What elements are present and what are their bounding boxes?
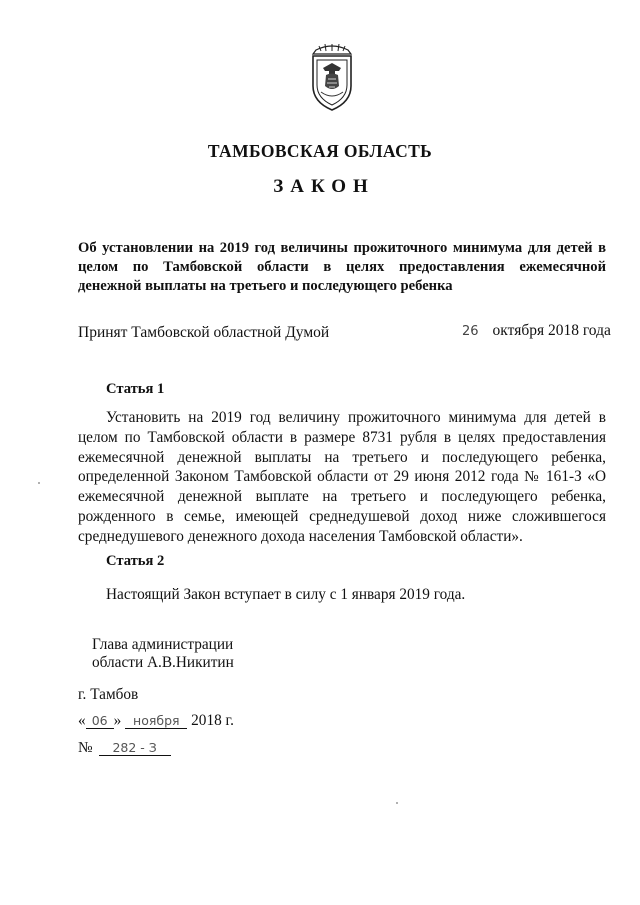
region-heading: ТАМБОВСКАЯ ОБЛАСТЬ (207, 141, 433, 161)
article-1-line: среднедушевого денежного дохода населения Тамбовской области». (78, 527, 523, 545)
article-1-line: рожденного в семье, имеющей среднедушевой доход ниже сложившегося (78, 507, 606, 525)
article-1-body (78, 408, 606, 547)
signatory-position: Глава администрации (92, 636, 234, 653)
adoption-statement: Принят Тамбовской областной Думой (78, 324, 330, 341)
article-1-line: Установить на 2019 год величину прожиточного минимума для детей в (106, 409, 606, 426)
article-1-heading: Статья 1 (106, 381, 165, 397)
coat-of-arms-icon (307, 44, 357, 112)
law-title-line: целом по Тамбовской области в целях предоставления ежемесячной (78, 259, 606, 275)
law-title-line: денежной выплаты на третьего и последующего ребенка (78, 278, 453, 294)
document-type-heading: ЗАКОН (273, 176, 375, 197)
adoption-day-handwritten: 26 (462, 324, 479, 339)
signatory-block (92, 636, 234, 672)
article-1-line: целом по Тамбовской области в размере 8731 рубля в целях предоставления (78, 428, 606, 446)
adoption-date (462, 322, 611, 340)
law-number (78, 739, 171, 757)
city-of-signing: г. Тамбов (78, 686, 139, 703)
law-number-handwritten: 282 - З (99, 741, 171, 756)
article-1-line: ежемесячной денежной выплаты на третьего и последующего ребенка, (78, 448, 606, 466)
article-2-body (78, 585, 606, 605)
date-close-quote: » (113, 712, 122, 729)
law-title-line: Об установлении на 2019 год величины прожиточного минимума для детей в (78, 240, 606, 256)
scan-speck (396, 802, 398, 804)
article-1-line: определенной Законом Тамбовской области от 29 июня 2012 года № 161-З «О (78, 468, 606, 486)
adoption-month-year: октября 2018 года (492, 322, 611, 339)
date-day-handwritten: 06 (86, 714, 114, 729)
signing-date (78, 712, 234, 730)
article-2-line: Настоящий Закон вступает в силу с 1 января 2019 года. (106, 586, 466, 603)
article-1-line: ежемесячной денежной выплате на третьего и последующего ребенка, (78, 488, 606, 506)
law-title (78, 239, 606, 296)
date-year: 2018 г. (191, 712, 234, 729)
date-open-quote: « (78, 712, 86, 729)
scan-speck (38, 482, 40, 484)
date-month-handwritten: ноября (125, 714, 187, 729)
article-2-heading: Статья 2 (106, 553, 165, 569)
number-sign: № (78, 739, 93, 756)
signatory-name: области А.В.Никитин (92, 654, 234, 671)
